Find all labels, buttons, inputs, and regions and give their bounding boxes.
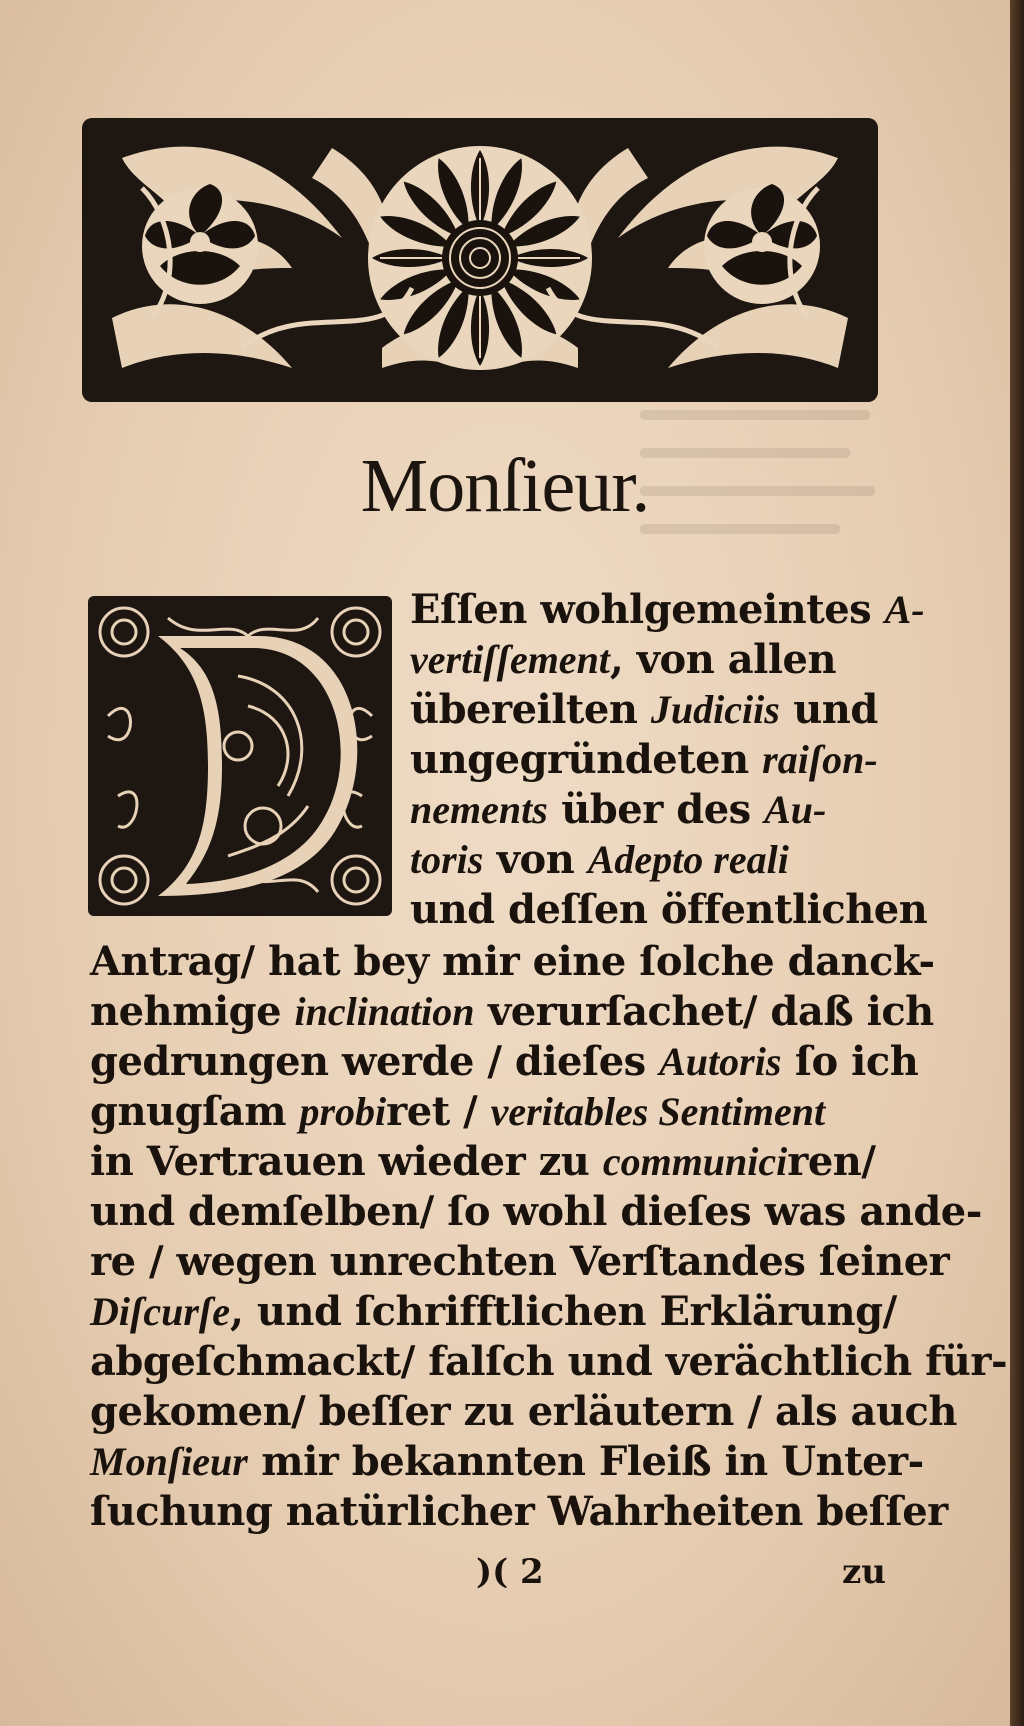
text-line: nehmige inclination verurſachet/ daß ich — [90, 988, 934, 1035]
text-line: Diſcurſe, und ſchrifftlichen Erklärung/ — [90, 1288, 897, 1335]
text-line: gnugſam probiret / veritables Sentiment — [90, 1088, 826, 1135]
floral-woodcut-ornament — [82, 118, 878, 402]
text-line: re / wegen unrechten Verſtandes ſeiner — [90, 1238, 950, 1285]
text-line: Monſieur mir bekannten Fleiß in Unter- — [90, 1438, 924, 1485]
text-line: Antrag/ hat bey mir eine ſolche danck- — [90, 938, 935, 985]
page-title: Monſieur. — [360, 444, 650, 528]
text-line: toris von Adepto reali — [410, 836, 789, 883]
text-line: gedrungen werde / dieſes Autoris ſo ich — [90, 1038, 919, 1085]
text-line: Eſſen wohlgemeintes A- — [410, 586, 925, 633]
text-line: ſuchung natürlicher Wahrheiten beſſer — [90, 1488, 948, 1535]
text-line: abgeſchmackt/ falſch und verächtlich für- — [90, 1338, 1008, 1385]
text-line: und deſſen öffentlichen — [410, 886, 928, 933]
text-line: gekomen/ beſſer zu erläutern / als auch — [90, 1388, 957, 1435]
text-line: ungegründeten raiſon- — [410, 736, 878, 783]
book-binding-edge — [1010, 0, 1024, 1726]
text-line: und demſelben/ ſo wohl dieſes was ande- — [90, 1188, 982, 1235]
signature-mark: )( 2 — [476, 1552, 544, 1592]
text-line: vertiſſement, von allen — [410, 636, 837, 683]
text-line: nements über des Au- — [410, 786, 827, 833]
text-line: übereilten Judiciis und — [410, 686, 878, 733]
decorated-initial-letter — [88, 596, 392, 916]
catchword: zu — [842, 1552, 887, 1592]
text-line: in Vertrauen wieder zu communiciren/ — [90, 1138, 876, 1185]
